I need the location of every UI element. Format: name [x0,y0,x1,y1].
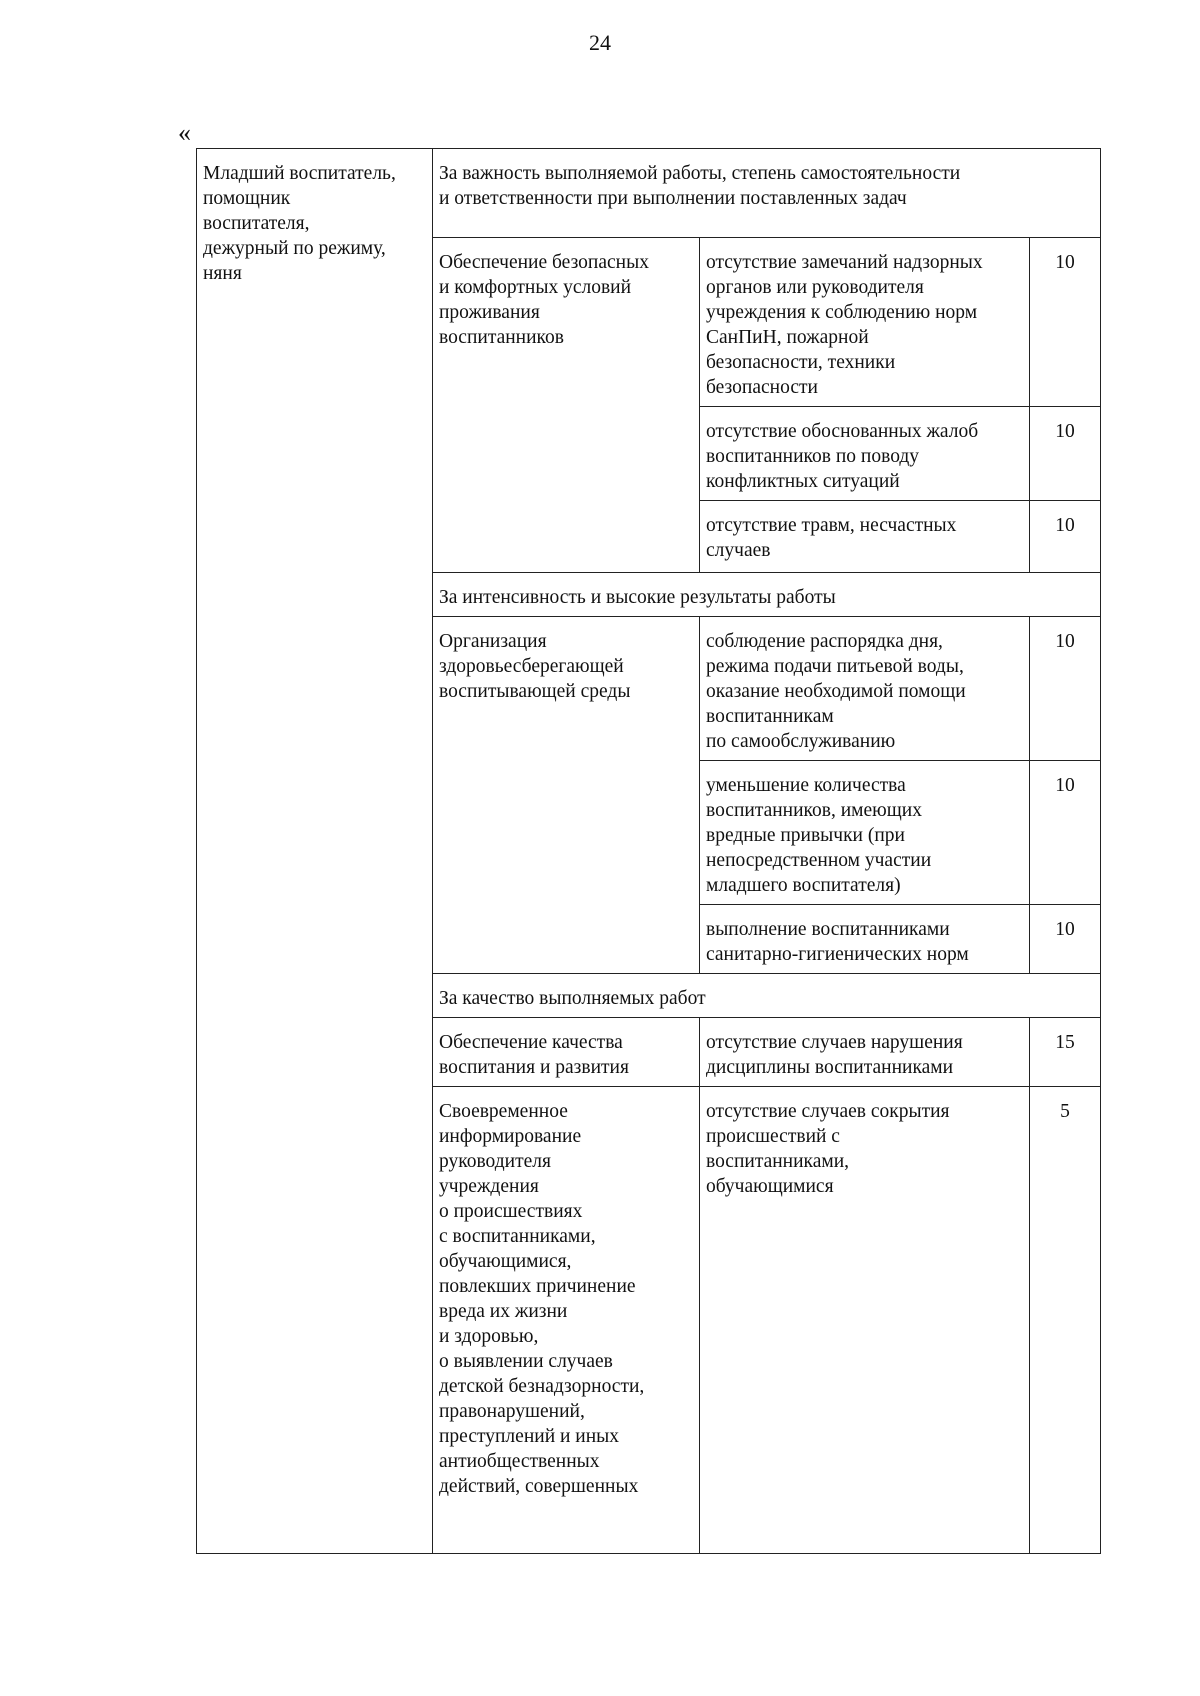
indicator-cell: отсутствие замечаний надзорных органов или руководителя учреждения к соблюдению норм СанПиН, пожарной безопасности, техники безопасности [700,238,1030,407]
score-cell: 10 [1030,905,1101,974]
section-title: За важность выполняемой работы, степень самостоятельности и ответственности при выполнении поставленных задач [433,149,1101,238]
position-cell: Младший воспитатель, помощник воспитателя, дежурный по режиму, няня [197,149,433,1554]
score-cell: 10 [1030,617,1101,761]
score-cell: 10 [1030,501,1101,573]
section-title: За интенсивность и высокие результаты работы [433,573,1101,617]
section-header-row [197,149,1101,238]
score-cell: 10 [1030,238,1101,407]
indicator-cell: выполнение воспитанниками санитарно-гигиенических норм [700,905,1030,974]
criterion-cell: Своевременное информирование руководителя учреждения о происшествиях с воспитанниками, обучающимися, повлекших причинение вреда их жизни и здоровью, о выявлении случаев детской безнадзорности, правонарушений, преступлений и иных антиобщественных действий, совершенных [433,1087,700,1554]
indicator-cell: соблюдение распорядка дня, режима подачи питьевой воды, оказание необходимой помощи воспитанникам по самообслуживанию [700,617,1030,761]
section-title: За качество выполняемых работ [433,974,1101,1018]
indicator-cell: отсутствие случаев сокрытия происшествий с воспитанниками, обучающимися [700,1087,1030,1554]
page-number: 24 [589,30,611,55]
indicator-cell: отсутствие обоснованных жалоб воспитанников по поводу конфликтных ситуаций [700,407,1030,501]
indicator-cell: уменьшение количества воспитанников, имеющих вредные привычки (при непосредственном участии младшего воспитателя) [700,761,1030,905]
indicator-cell: отсутствие травм, несчастных случаев [700,501,1030,573]
score-cell: 5 [1030,1087,1101,1554]
opening-quote-mark: « [178,118,191,147]
indicator-cell: отсутствие случаев нарушения дисциплины воспитанниками [700,1018,1030,1087]
criteria-table [196,148,1101,1554]
criterion-cell: Обеспечение безопасных и комфортных условий проживания воспитанников [433,238,700,573]
criterion-cell: Организация здоровьесберегающей воспитывающей среды [433,617,700,974]
criterion-cell: Обеспечение качества воспитания и развития [433,1018,700,1087]
score-cell: 10 [1030,761,1101,905]
score-cell: 15 [1030,1018,1101,1087]
score-cell: 10 [1030,407,1101,501]
